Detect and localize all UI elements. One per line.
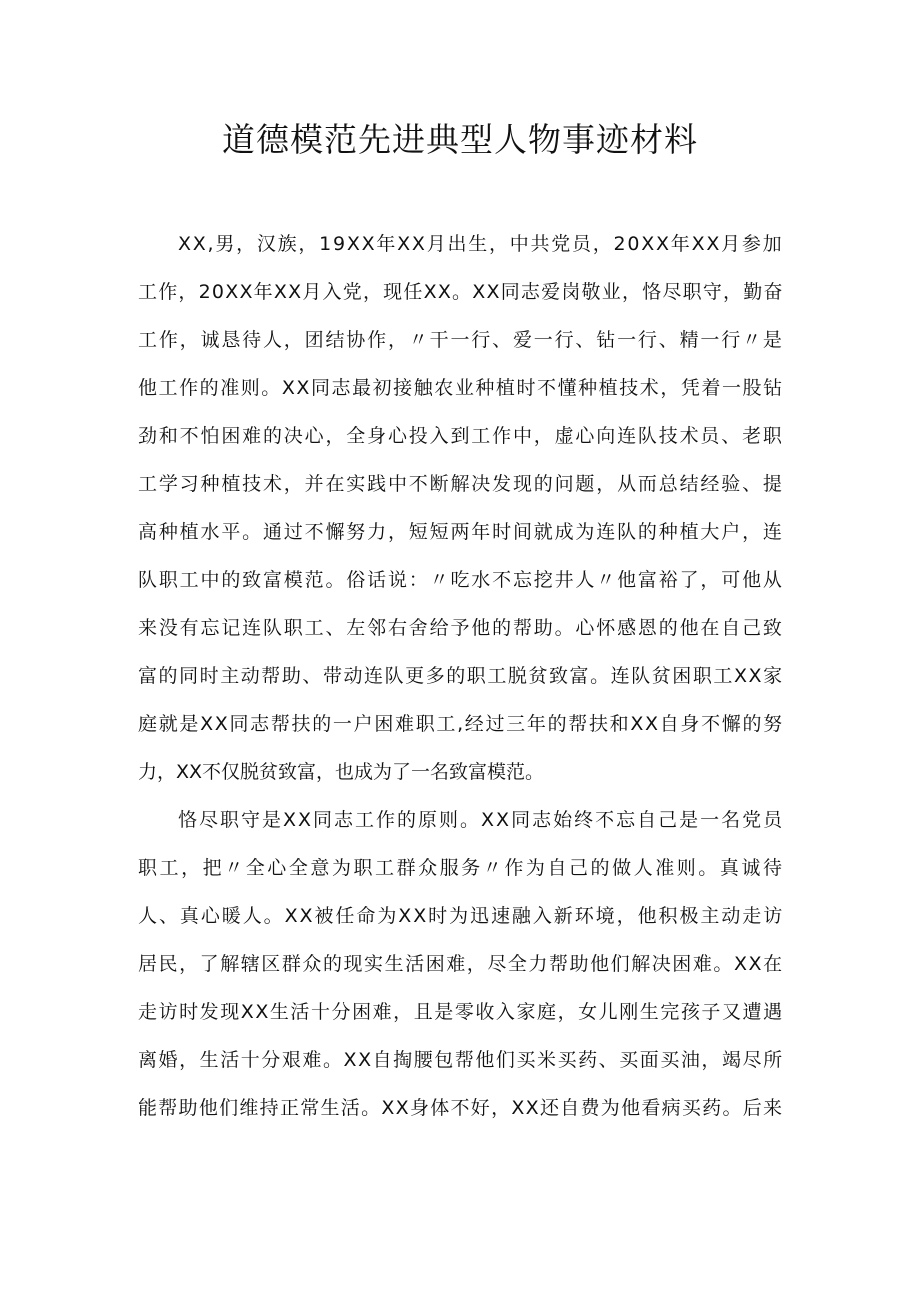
paragraph-2-line-7: 能帮助他们维持正常生活。XX身体不好，XX还自费为他看病买药。后来 — [138, 1097, 784, 1119]
paragraph-2-line-6: 离婚，生活十分艰难。XX自掏腰包帮他们买米买药、买面买油，竭尽所 — [138, 1049, 784, 1071]
paragraph-1-line-8: 队职工中的致富模范。俗话说：〃吃水不忘挖井人〃他富裕了，可他从 — [138, 569, 784, 591]
paragraph-1-line-6: 工学习种植技术，并在实践中不断解决发现的问题，从而总结经验、提 — [138, 473, 784, 495]
paragraph-1-line-3: 工作，诚恳待人，团结协作，〃干一行、爱一行、钻一行、精一行〃是 — [138, 329, 784, 351]
document-title: 道德模范先进典型人物事迹材料 — [222, 120, 698, 159]
paragraph-1-line-1: XX,男，汉族，19XX年XX月出生，中共党员，20XX年XX月参加 — [178, 233, 784, 255]
paragraph-1-line-4: 他工作的准则。XX同志最初接触农业种植时不懂种植技术，凭着一股钻 — [138, 377, 784, 399]
paragraph-1-line-12: 力，XX不仅脱贫致富，也成为了一名致富模范。 — [138, 761, 545, 783]
paragraph-2-line-2: 职工，把〃全心全意为职工群众服务〃作为自己的做人准则。真诚待 — [138, 857, 785, 879]
paragraph-2-line-1: 恪尽职守是XX同志工作的原则。XX同志始终不忘自己是一名党员 — [178, 809, 785, 831]
paragraph-2-line-3: 人、真心暖人。XX被任命为XX时为迅速融入新环境，他积极主动走访 — [138, 905, 785, 927]
paragraph-1-line-5: 劲和不怕困难的决心，全身心投入到工作中，虚心向连队技术员、老职 — [138, 425, 784, 447]
paragraph-1-line-2: 工作，20XX年XX月入党，现任XX。XX同志爱岗敬业，恪尽职守，勤奋 — [138, 281, 784, 303]
paragraph-1-line-7: 高种植水平。通过不懈努力，短短两年时间就成为连队的种植大户，连 — [138, 521, 784, 543]
paragraph-2-line-5: 走访时发现XX生活十分困难，且是零收入家庭，女儿刚生完孩子又遭遇 — [138, 1001, 784, 1023]
paragraph-1-line-10: 富的同时主动帮助、带动连队更多的职工脱贫致富。连队贫困职工XX家 — [138, 665, 784, 687]
paragraph-1-line-11: 庭就是XX同志帮扶的一户困难职工,经过三年的帮扶和XX自身不懈的努 — [138, 713, 784, 735]
paragraph-1-line-9: 来没有忘记连队职工、左邻右舍给予他的帮助。心怀感恩的他在自己致 — [138, 617, 784, 639]
paragraph-2-line-4: 居民，了解辖区群众的现实生活困难，尽全力帮助他们解决困难。XX在 — [138, 953, 784, 975]
